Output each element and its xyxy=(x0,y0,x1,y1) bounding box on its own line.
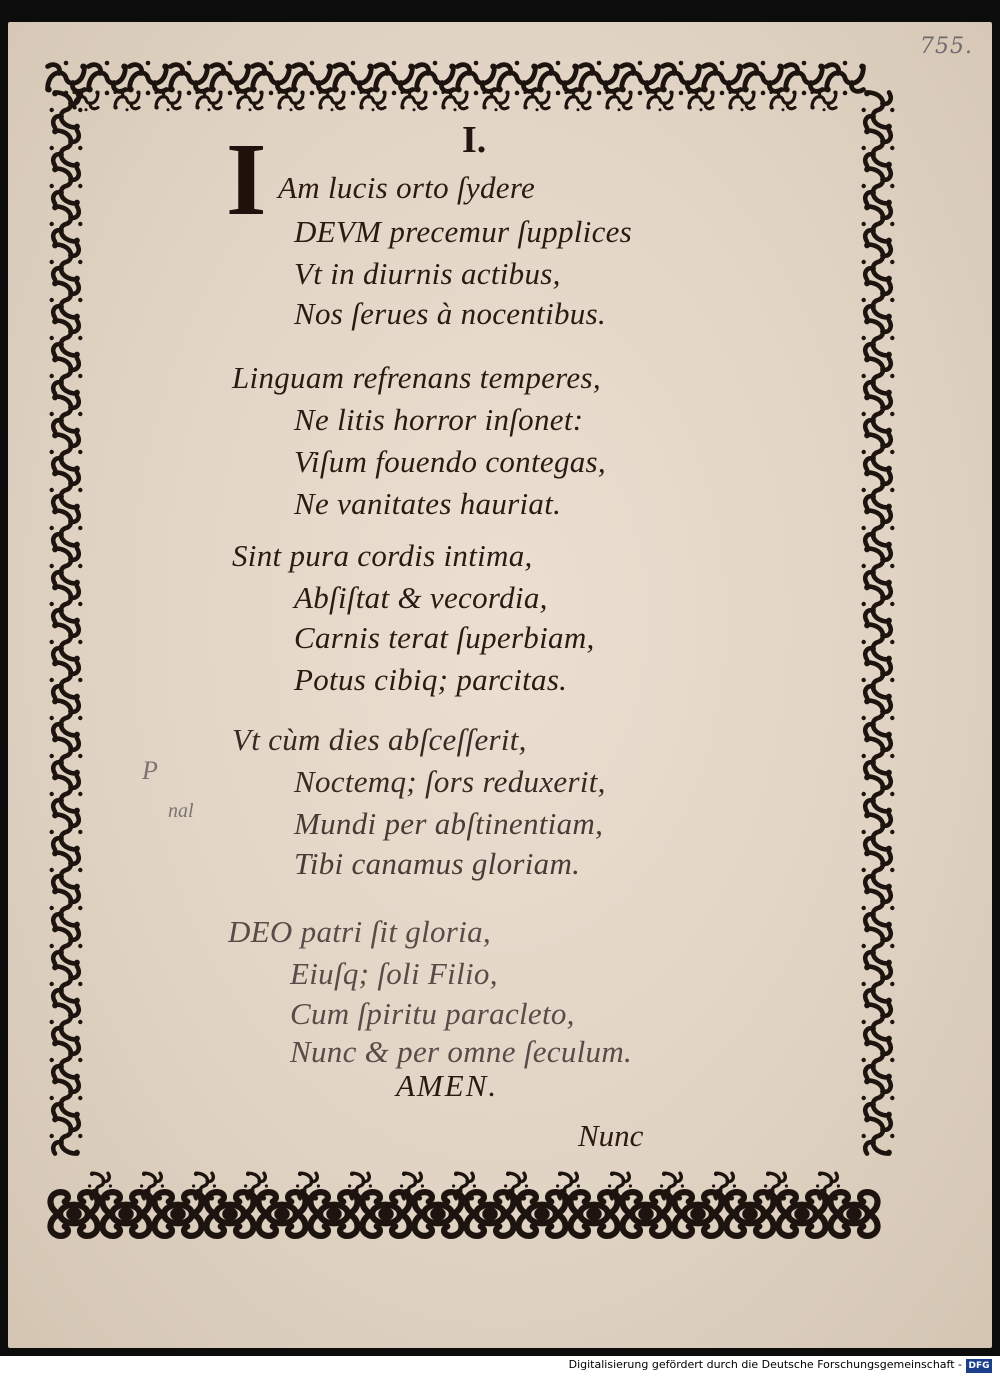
catchword: Nunc xyxy=(578,1118,644,1153)
stanza-2-line-2: Ne litis horror inſonet: xyxy=(294,402,584,437)
stanza-1-line-2: DEVM precemur ſupplices xyxy=(294,214,633,249)
stanza-1-line-1: Am lucis orto ſydere xyxy=(278,170,536,205)
stanza-3-line-3: Carnis terat ſuperbiam, xyxy=(294,620,595,655)
stanza-4-line-2: Noctemq; ſors reduxerit, xyxy=(294,764,606,799)
stanza-3-line-2: Abſiſtat & vecordia, xyxy=(294,580,548,615)
stanza-1-line-4: Nos ſerues à nocentibus. xyxy=(294,296,607,331)
stanza-2-line-3: Viſum fouendo contegas, xyxy=(294,444,606,479)
stanza-1-line-3: Vt in diurnis actibus, xyxy=(294,256,561,291)
margin-mark-2: nal xyxy=(168,800,194,822)
amen-line: AMEN. xyxy=(396,1068,499,1103)
funding-credit: Digitalisierung gefördert durch die Deutsche Forschungsgemeinschaft - xyxy=(568,1358,962,1371)
stanza-4-line-1: Vt cùm dies abſceſſerit, xyxy=(232,722,527,757)
stanza-2-line-4: Ne vanitates hauriat. xyxy=(294,486,562,521)
stanza-3-line-1: Sint pura cordis intima, xyxy=(232,538,533,573)
folio-number: 755. xyxy=(920,34,973,59)
stanza-4-line-3: Mundi per abſtinentiam, xyxy=(294,806,604,841)
stanza-5-line-2: Eiuſq; ſoli Filio, xyxy=(290,956,498,991)
margin-mark-1: P xyxy=(142,756,158,785)
stanza-5-line-1: DEO patri ſit gloria, xyxy=(228,914,491,949)
stanza-2-line-1: Linguam refrenans temperes, xyxy=(232,360,601,395)
hymn-number: I. xyxy=(462,119,487,161)
stanza-5-line-3: Cum ſpiritu paracleto, xyxy=(290,996,575,1031)
stanza-5-line-4: Nunc & per omne ſeculum. xyxy=(290,1034,633,1069)
dfg-logo: DFG xyxy=(966,1359,992,1373)
drop-cap-initial: I xyxy=(226,122,267,237)
stanza-3-line-4: Potus cibiq; parcitas. xyxy=(294,662,568,697)
stanza-4-line-4: Tibi canamus gloriam. xyxy=(294,846,581,881)
